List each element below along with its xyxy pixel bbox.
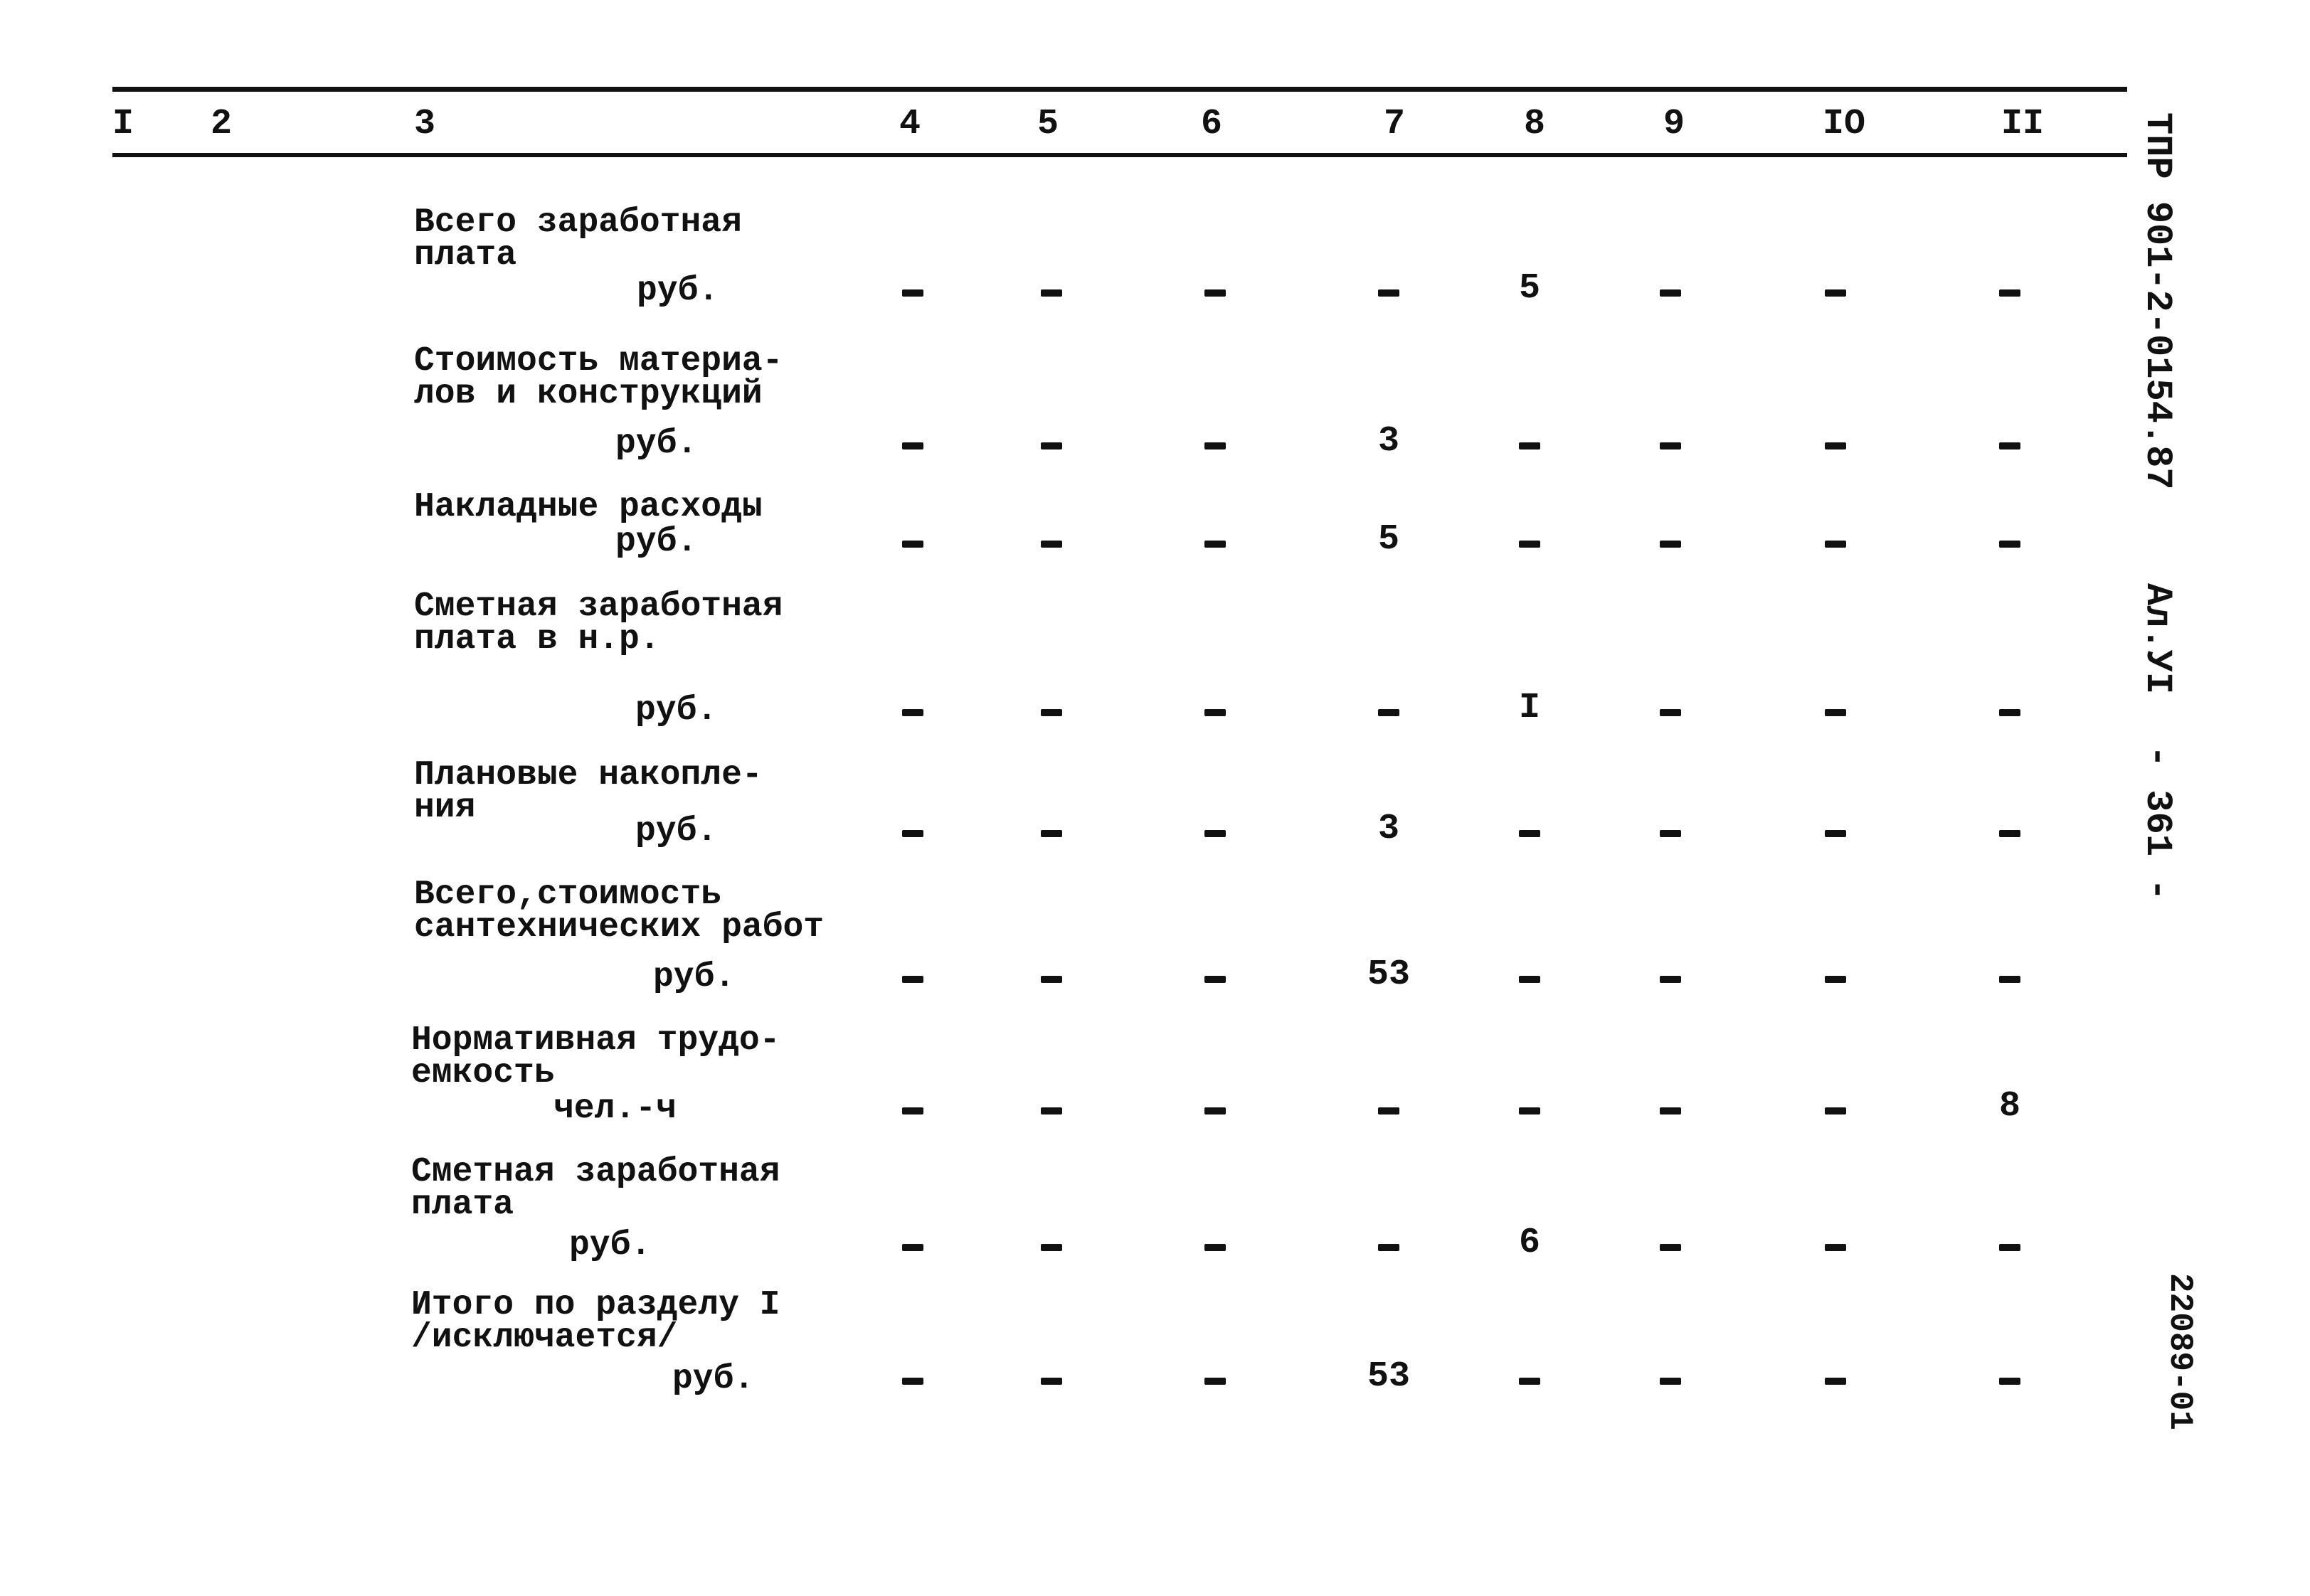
dash-cell xyxy=(1204,1244,1226,1251)
row-label: Сметная заработная плата в н.р. xyxy=(414,587,783,659)
dash-cell xyxy=(1825,709,1846,716)
dash-cell xyxy=(1660,541,1681,548)
dash-cell xyxy=(902,442,923,449)
dash-cell xyxy=(902,1107,923,1114)
dash-cell xyxy=(1999,289,2020,297)
dash-cell xyxy=(902,289,923,297)
row-unit: руб. xyxy=(635,691,718,730)
row-unit: руб. xyxy=(637,272,719,310)
dash-cell xyxy=(1825,1244,1846,1251)
dash-cell xyxy=(1204,830,1226,837)
row-label: Накладные расходы xyxy=(414,488,763,526)
dash-cell xyxy=(1660,709,1681,716)
dash-cell xyxy=(1041,830,1062,837)
dash-cell xyxy=(1204,289,1226,297)
value-cell: 53 xyxy=(1367,954,1410,995)
dash-cell xyxy=(1999,1378,2020,1385)
dash-cell xyxy=(902,976,923,983)
column-header-11: II xyxy=(2001,104,2045,144)
dash-cell xyxy=(1204,709,1226,716)
row-unit: руб. xyxy=(635,812,718,851)
row-label: Плановые накопле- ния xyxy=(414,756,763,827)
dash-cell xyxy=(1999,976,2020,983)
dash-cell xyxy=(1825,289,1846,297)
dash-cell xyxy=(902,1244,923,1251)
row-unit: руб. xyxy=(615,523,698,561)
dash-cell xyxy=(1041,976,1062,983)
dash-cell xyxy=(1204,976,1226,983)
header-bottom-rule xyxy=(112,153,2127,157)
column-header-3: 3 xyxy=(414,104,436,144)
dash-cell xyxy=(1204,541,1226,548)
column-header-4: 4 xyxy=(899,104,921,144)
column-header-6: 6 xyxy=(1201,104,1223,144)
page-number: - 361 - xyxy=(2136,745,2178,901)
dash-cell xyxy=(1519,1378,1540,1385)
value-cell: 6 xyxy=(1518,1223,1540,1263)
dash-cell xyxy=(1519,442,1540,449)
value-cell: 3 xyxy=(1377,809,1399,849)
dash-cell xyxy=(1519,976,1540,983)
row-label: Сметная заработная плата xyxy=(411,1153,780,1224)
dash-cell xyxy=(1825,541,1846,548)
dash-cell xyxy=(1204,1378,1226,1385)
dash-cell xyxy=(902,709,923,716)
dash-cell xyxy=(1999,830,2020,837)
archive-number: 22089-01 xyxy=(2161,1273,2198,1430)
dash-cell xyxy=(1378,1244,1399,1251)
dash-cell xyxy=(1041,442,1062,449)
dash-cell xyxy=(1660,1378,1681,1385)
dash-cell xyxy=(1660,1244,1681,1251)
dash-cell xyxy=(1041,289,1062,297)
dash-cell xyxy=(1825,1107,1846,1114)
row-unit: руб. xyxy=(615,425,698,463)
value-cell: 3 xyxy=(1377,421,1399,462)
column-header-8: 8 xyxy=(1524,104,1546,144)
row-label: Нормативная трудо- емкость xyxy=(411,1021,780,1092)
value-cell: 8 xyxy=(1998,1086,2020,1127)
row-unit: руб. xyxy=(653,958,736,996)
dash-cell xyxy=(1999,442,2020,449)
dash-cell xyxy=(902,1378,923,1385)
dash-cell xyxy=(902,541,923,548)
dash-cell xyxy=(1999,709,2020,716)
project-code: ТПР 901-2-0154.87 xyxy=(2136,112,2178,490)
dash-cell xyxy=(1041,541,1062,548)
value-cell: 5 xyxy=(1377,519,1399,560)
dash-cell xyxy=(1999,541,2020,548)
value-cell: I xyxy=(1518,688,1540,728)
dash-cell xyxy=(1041,1244,1062,1251)
column-header-9: 9 xyxy=(1663,104,1685,144)
column-header-10: IO xyxy=(1823,104,1866,144)
row-unit: руб. xyxy=(569,1226,652,1265)
row-label: Стоимость материа- лов и конструкций xyxy=(414,342,783,413)
column-header-1: I xyxy=(112,104,134,144)
column-header-7: 7 xyxy=(1384,104,1406,144)
column-header-5: 5 xyxy=(1037,104,1059,144)
dash-cell xyxy=(1041,1378,1062,1385)
album-number: Ал.УI xyxy=(2136,583,2178,695)
dash-cell xyxy=(1660,1107,1681,1114)
dash-cell xyxy=(1204,1107,1226,1114)
dash-cell xyxy=(1519,830,1540,837)
dash-cell xyxy=(1825,1378,1846,1385)
dash-cell xyxy=(1999,1244,2020,1251)
dash-cell xyxy=(1519,1107,1540,1114)
row-label: Итого по разделу I /исключается/ xyxy=(411,1286,780,1357)
dash-cell xyxy=(902,830,923,837)
dash-cell xyxy=(1660,289,1681,297)
row-unit: руб. xyxy=(672,1360,755,1398)
row-label: Всего,стоимость сантехнических работ xyxy=(414,876,825,947)
column-header-2: 2 xyxy=(211,104,233,144)
dash-cell xyxy=(1378,709,1399,716)
dash-cell xyxy=(1660,976,1681,983)
dash-cell xyxy=(1825,830,1846,837)
dash-cell xyxy=(1204,442,1226,449)
dash-cell xyxy=(1519,541,1540,548)
dash-cell xyxy=(1825,976,1846,983)
dash-cell xyxy=(1378,1107,1399,1114)
dash-cell xyxy=(1041,1107,1062,1114)
value-cell: 53 xyxy=(1367,1356,1410,1397)
header-top-rule xyxy=(112,87,2127,92)
dash-cell xyxy=(1660,442,1681,449)
dash-cell xyxy=(1041,709,1062,716)
value-cell: 5 xyxy=(1518,268,1540,309)
row-unit: чел.-ч xyxy=(553,1090,677,1128)
dash-cell xyxy=(1825,442,1846,449)
row-label: Всего заработная плата xyxy=(414,203,742,275)
dash-cell xyxy=(1378,289,1399,297)
dash-cell xyxy=(1660,830,1681,837)
